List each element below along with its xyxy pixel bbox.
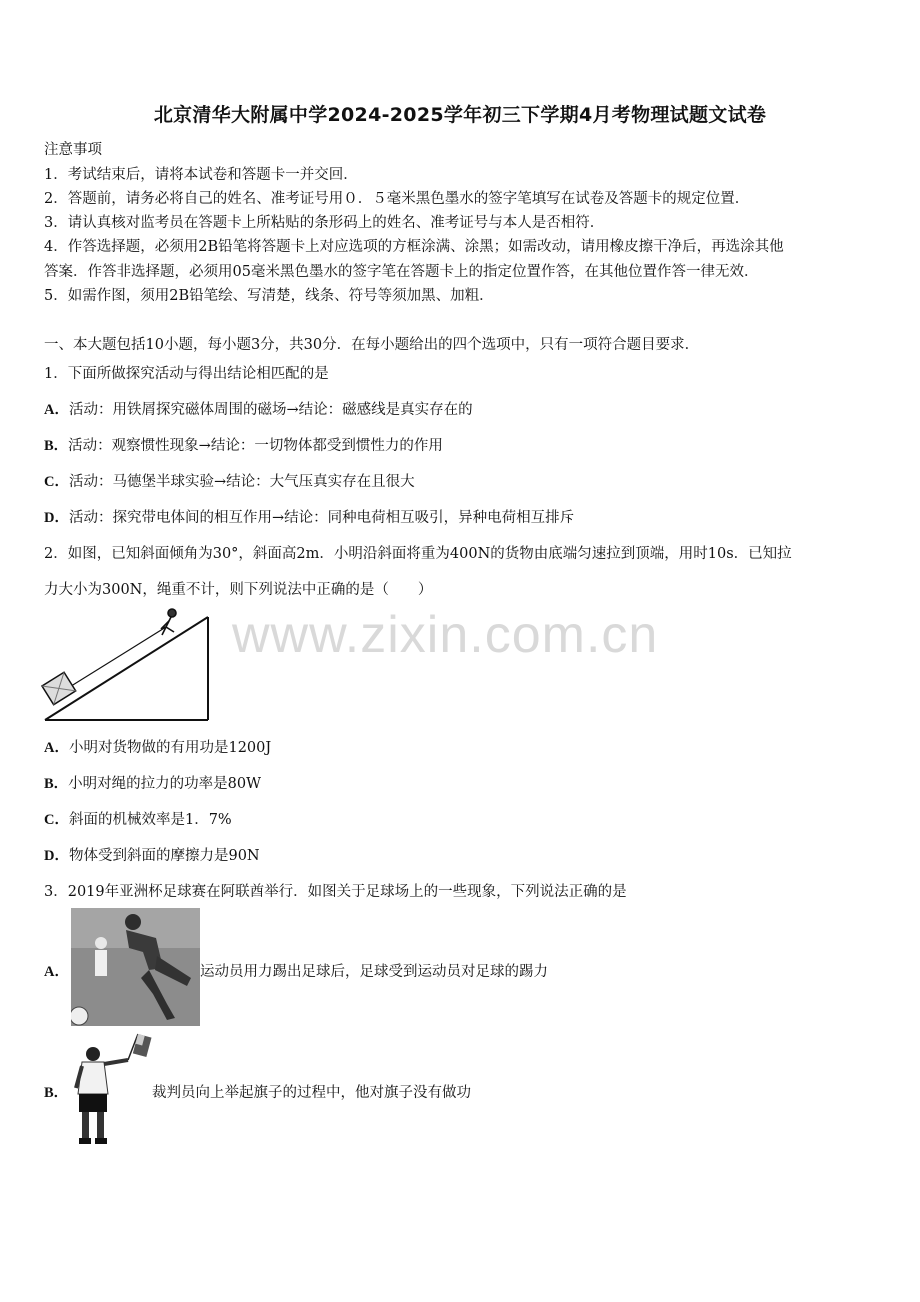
q2-option-c	[44, 808, 232, 829]
question-1-stem: 1．下面所做探究活动与得出结论相匹配的是	[44, 366, 329, 382]
q1-option-a	[44, 398, 473, 419]
question-2-stem-line-1: 2．如图，已知斜面倾角为30°，斜面高2m．小明沿斜面将重为400N的货物由底端匀速拉到顶端，用时10s．已知拉	[44, 546, 792, 562]
soccer-player-photo	[71, 908, 200, 1026]
option-letter: A．	[44, 964, 69, 980]
option-text: 活动：用铁屑探究磁体周围的磁场→结论：磁感线是真实存在的	[68, 402, 473, 418]
option-letter: B．	[44, 1085, 69, 1101]
q3-option-b-letter	[44, 1081, 68, 1102]
question-3-stem: 3．2019年亚洲杯足球赛在阿联酋举行．如图关于足球场上的一些现象，下列说法正确的是	[44, 884, 627, 900]
section-heading: 一、本大题包括10小题，每小题3分，共30分．在每小题给出的四个选项中，只有一项符合题目要求．	[44, 337, 700, 353]
q1-option-c	[44, 470, 415, 491]
q1-option-b	[44, 434, 443, 455]
soccer-player-icon	[71, 908, 200, 1026]
option-letter: D．	[44, 510, 69, 526]
note-item-4: 4．作答选择题，必须用2B铅笔将答题卡上对应选项的方框涂满、涂黑；如需改动，请用橡皮擦干净后，再选涂其他	[44, 239, 784, 255]
option-text: 小明对绳的拉力的功率是80W	[68, 776, 262, 792]
note-item-2: 2．答题前，请务必将自己的姓名、准考证号用０．５毫米黑色墨水的签字笔填写在试卷及答题卡的规定位置．	[44, 191, 750, 207]
q1-option-d	[44, 506, 574, 527]
note-item-3: 3．请认真核对监考员在答题卡上所粘贴的条形码上的姓名、准考证号与本人是否相符．	[44, 215, 605, 231]
q2-option-d	[44, 844, 260, 865]
person-pulling-icon	[161, 609, 176, 635]
referee-flag-icon	[68, 1030, 158, 1150]
q3-option-a-letter	[44, 960, 69, 981]
watermark: www.zixin.com.cn	[232, 606, 659, 664]
option-text: 活动：马德堡半球实验→结论：大气压真实存在且很大	[68, 474, 415, 490]
option-text: 物体受到斜面的摩擦力是90N	[68, 848, 260, 864]
document-title: 北京清华大附属中学2024-2025学年初三下学期4月考物理试题文试卷	[153, 104, 767, 126]
q3-option-a-text: 运动员用力踢出足球后，足球受到运动员对足球的踢力	[200, 964, 548, 980]
incline-figure	[40, 605, 215, 725]
crate-icon	[42, 672, 76, 704]
option-letter: A．	[44, 740, 69, 756]
option-text: 斜面的机械效率是1．7%	[68, 812, 232, 828]
note-item-4-cont: 答案．作答非选择题，必须用05毫米黑色墨水的签字笔在答题卡上的指定位置作答，在其他位置作答一律无效．	[44, 264, 759, 280]
note-item-1: 1．考试结束后，请将本试卷和答题卡一并交回．	[44, 167, 358, 183]
question-2-stem-line-2: 力大小为300N，绳重不计，则下列说法中正确的是（ ）	[44, 582, 433, 598]
option-text: 活动：观察惯性现象→结论：一切物体都受到惯性力的作用	[68, 438, 443, 454]
option-letter: A．	[44, 402, 69, 418]
notes-heading: 注意事项	[44, 142, 102, 158]
q2-option-a	[44, 736, 271, 757]
option-letter: B．	[44, 776, 69, 792]
option-text: 活动：探究带电体间的相互作用→结论：同种电荷相互吸引，异种电荷相互排斥	[68, 510, 575, 526]
option-letter: B．	[44, 438, 69, 454]
option-letter: C．	[44, 812, 69, 828]
option-letter: D．	[44, 848, 69, 864]
option-letter: C．	[44, 474, 69, 490]
note-item-5: 5．如需作图，须用2B铅笔绘、写清楚，线条、符号等须加黑、加粗．	[44, 288, 494, 304]
option-text: 小明对货物做的有用功是1200J	[68, 740, 272, 756]
q2-option-b	[44, 772, 261, 793]
q3-option-b-text: 裁判员向上举起旗子的过程中，他对旗子没有做功	[152, 1085, 471, 1101]
